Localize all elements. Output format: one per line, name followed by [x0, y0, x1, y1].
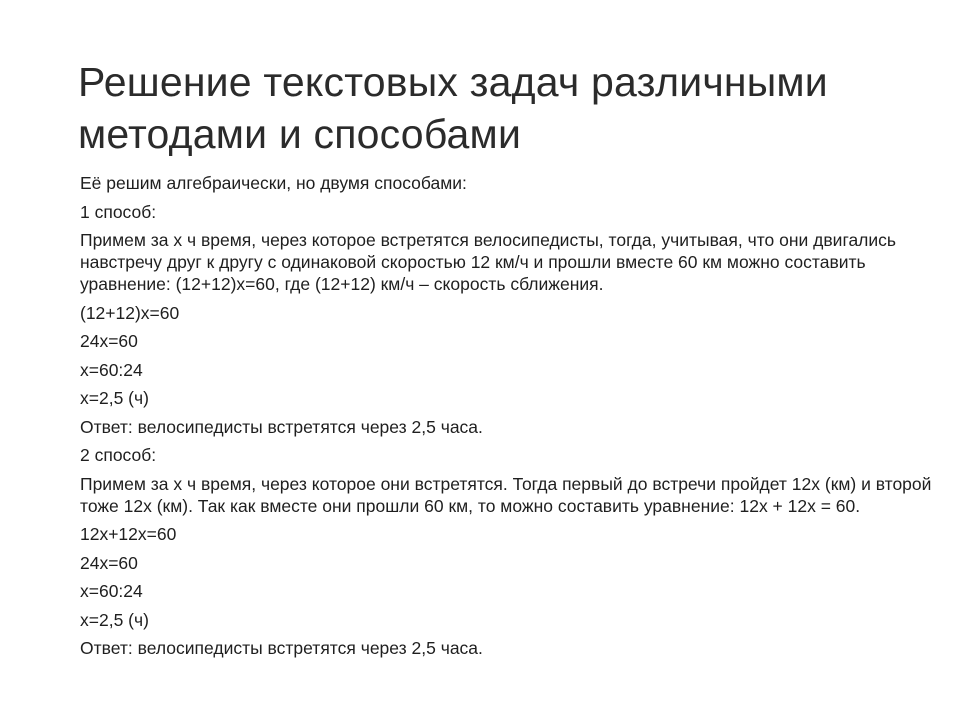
method-2-heading: 2 способ: [80, 445, 157, 465]
slide-title [78, 56, 898, 160]
method-2-equation-step: 24х=60 [80, 552, 138, 573]
method-1-heading: 1 способ: [80, 201, 157, 222]
method-1-equation-step: х=60:24 [80, 359, 143, 380]
method-1-answer: Ответ: велосипедисты встретятся через 2,5 часа. [80, 416, 483, 437]
method-1-equation-step: (12+12)х=60 [80, 302, 180, 323]
method-2-equation-step: х=2,5 (ч) [80, 609, 149, 630]
method-2-answer: Ответ: велосипедисты встретятся через 2,5 часа. [80, 638, 483, 658]
method-1-equation-step: х=2,5 (ч) [80, 388, 149, 408]
method-2-equation-step: 12х+12х=60 [80, 524, 177, 544]
method-1-explanation: Примем за х ч время, через которое встретятся велосипедисты, тогда, учитывая, что они двигались навстречу друг к другу с одинаковой скоростью 12 км/ч и прошли вместе 60 км можно составить уравнение: (12+12)х=60, где (12+12) км/ч – скорость сближения. [80, 230, 897, 294]
slide-body [80, 172, 940, 666]
intro-text: Её решим алгебраически, но двумя способами: [80, 173, 467, 193]
method-1-equation-step: 24х=60 [80, 331, 138, 351]
slide-title-line-1: Решение текстовых задач различными [78, 59, 828, 105]
method-2-explanation: Примем за х ч время, через которое они встретятся. Тогда первый до встречи пройдет 12х (км) и второй тоже 12х (км). Так как вместе они прошли 60 км, то можно составить уравнение: 12х + 12х = 60. [80, 473, 932, 516]
method-2-equation-step: х=60:24 [80, 581, 143, 601]
slide-title-line-2: методами и способами [78, 111, 522, 157]
